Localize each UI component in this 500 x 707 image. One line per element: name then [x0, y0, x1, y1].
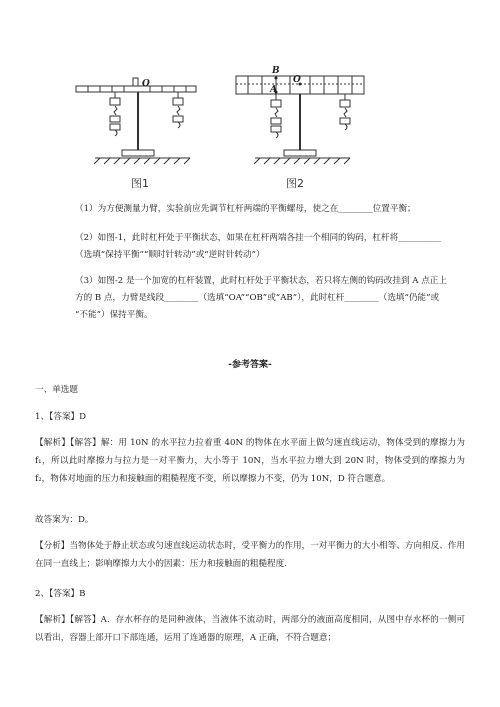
figure-1-caption: 图1: [131, 177, 149, 190]
lever-figures: [0, 0, 500, 195]
section-title: 一、单选题: [35, 385, 78, 395]
figure-1-lever: [76, 78, 196, 164]
answers-heading: -参考答案-: [228, 360, 272, 370]
pivot-label-O-fig2: O: [293, 75, 301, 85]
point-label-A: A: [270, 85, 277, 95]
question-3-line-2: 方的 B 点，力臂是线段________（选填“OA”“OB”或“AB”），此时杠杆________（选填“仍能”或: [75, 293, 440, 303]
figure-2-wide-lever: [236, 76, 364, 164]
answer-2-analysis: 【解析】【解答】A．存水杯存的是同种液体，当液体不流动时，两部分的液面高度相同，从图中存水杯的一侧可以看出，容器上部开口下部连通，运用了连通器的原理，A 正确，不符合题意；: [35, 615, 465, 643]
question-2-line-2: （选填“保持平衡”“顺时针转动”或“逆时针转动”）: [75, 250, 265, 260]
question-2-line-1: （2）如图-1，此时杠杆处于平衡状态，如果在杠杆两端各挂一个相同的钩码，杠杆将__________: [75, 233, 442, 243]
answer-1-note: 【分析】当物体处于静止状态或匀速直线运动状态时，受平衡力的作用，一对平衡力的大小相等、方向相反、作用在同一直线上；影响摩擦力大小的因素：压力和接触面的粗糙程度.: [35, 541, 465, 569]
question-3-line-1: （3）如图-2 是一个加宽的杠杆装置，此时杠杆处于平衡状态，若只将左侧的钩码改挂到 A 点正上: [75, 276, 447, 286]
point-B-marker: [275, 77, 278, 80]
question-3-line-3: “不能”）保持平衡。: [75, 310, 153, 320]
question-1: （1）为方便测量力臂，实验前应先调节杠杆两端的平衡螺母，使之在________位置平衡；: [75, 204, 416, 214]
answer-1-final: 故答案为：D。: [35, 515, 94, 525]
pivot-label-O-fig1: O: [142, 79, 150, 89]
point-label-B: B: [272, 66, 280, 76]
answer-1-label: 1、【答案】D: [35, 412, 87, 422]
answer-1-analysis: 【解析】【解答】解：用 10N 的水平拉力拉着重 40N 的物体在水平面上做匀速直线运动，物体受到的摩擦力为 f₁，所以此时摩擦力与拉力是一对平衡力，大小等于 10N，当水平拉力增大到 20N 时，物体受到的摩擦力为 f₂，物体对地面的压力和接触面的粗糙程度不变，所以摩擦力不变，仍为 10N，D 符合题意。: [35, 438, 465, 484]
answer-2-label: 2、【答案】B: [35, 589, 86, 599]
figure-2-caption: 图2: [286, 177, 304, 190]
